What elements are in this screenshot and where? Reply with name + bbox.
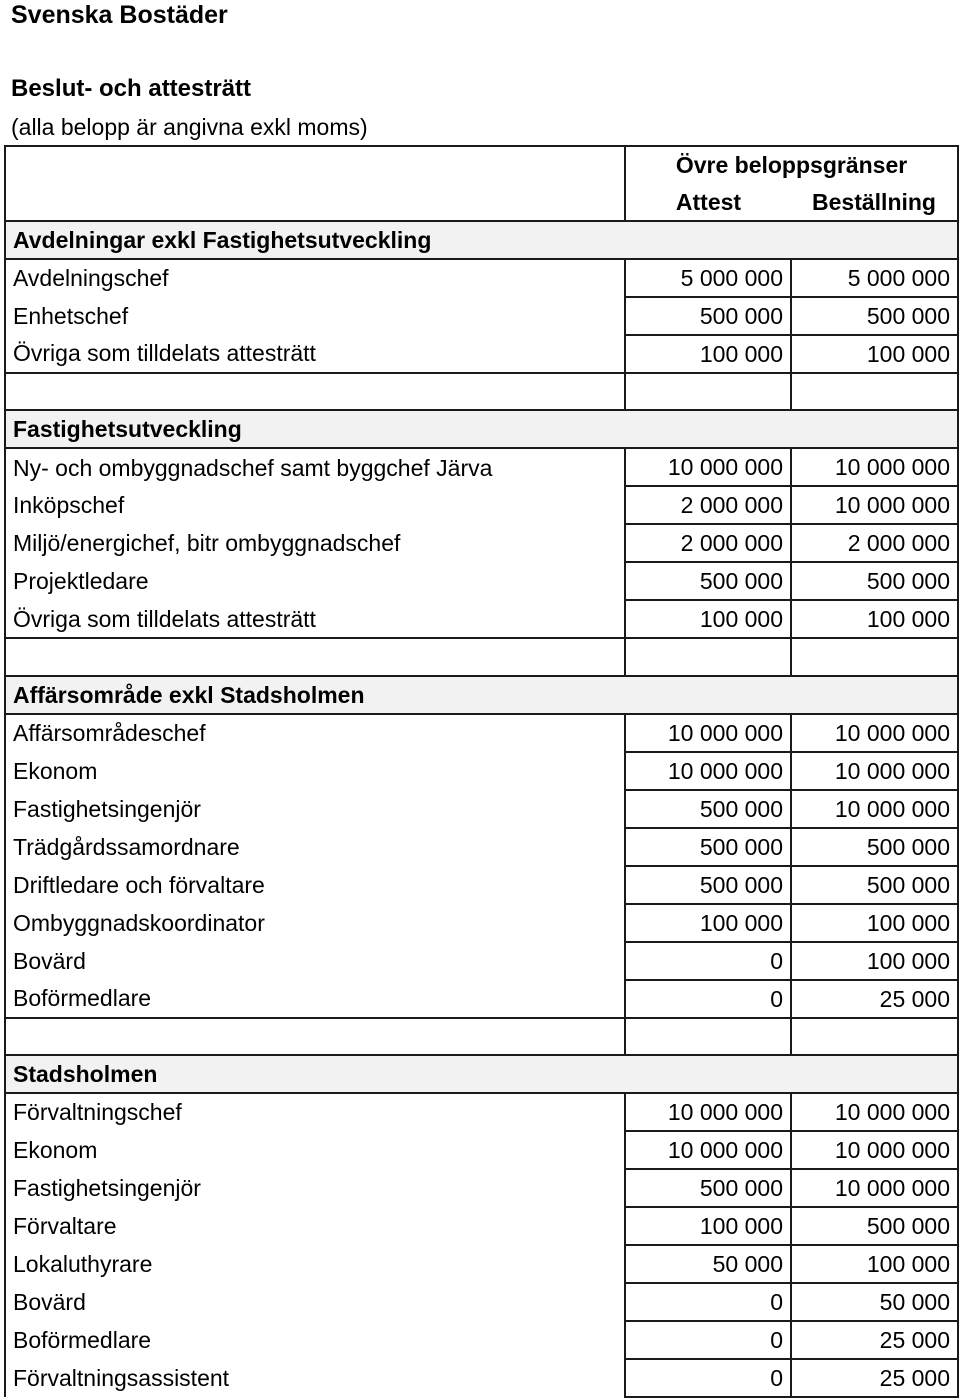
role-cell: Ny- och ombyggnadschef samt byggchef Järva	[5, 448, 625, 486]
role-cell: Avdelningschef	[5, 259, 625, 297]
bestallning-amount-cell: 500 000	[791, 866, 958, 904]
bestallning-amount-cell: 500 000	[791, 297, 958, 335]
role-cell: Lokaluthyrare	[5, 1245, 625, 1283]
spacer-row	[5, 638, 958, 675]
attest-amount-cell: 10 000 000	[625, 1131, 791, 1169]
table-row	[5, 790, 958, 828]
attest-amount-cell: 50 000	[625, 1245, 791, 1283]
attest-amount-cell: 0	[625, 980, 791, 1018]
bestallning-amount-cell: 25 000	[791, 1359, 958, 1397]
bestallning-amount-cell: 25 000	[791, 1321, 958, 1359]
bestallning-amount-cell: 10 000 000	[791, 1131, 958, 1169]
attest-amount-cell: 10 000 000	[625, 448, 791, 486]
table-row	[5, 866, 958, 904]
attest-amount-cell: 500 000	[625, 1169, 791, 1207]
attest-amount-cell: 100 000	[625, 904, 791, 942]
bestallning-amount-cell: 500 000	[791, 562, 958, 600]
table-row	[5, 448, 958, 486]
table-row	[5, 828, 958, 866]
table-row	[5, 1169, 958, 1207]
attest-amount-cell: 10 000 000	[625, 1093, 791, 1131]
role-cell: Ekonom	[5, 1131, 625, 1169]
bestallning-amount-cell: 100 000	[791, 904, 958, 942]
company-name: Svenska Bostäder	[11, 1, 228, 29]
bestallning-amount-cell: 5 000 000	[791, 259, 958, 297]
table-row	[5, 486, 958, 524]
role-cell: Projektledare	[5, 562, 625, 600]
empty-cell	[625, 1018, 791, 1055]
bestallning-amount-cell: 10 000 000	[791, 752, 958, 790]
bestallning-amount-cell: 2 000 000	[791, 524, 958, 562]
spacer-row	[5, 1018, 958, 1055]
section-title: Stadsholmen	[5, 1055, 958, 1093]
role-cell: Bovärd	[5, 1283, 625, 1321]
role-cell: Boförmedlare	[5, 1321, 625, 1359]
bestallning-amount-cell: 50 000	[791, 1283, 958, 1321]
table-row	[5, 942, 958, 980]
empty-cell	[5, 1018, 625, 1055]
attest-amount-cell: 100 000	[625, 335, 791, 373]
header-col-attest: Attest	[625, 183, 791, 220]
attest-amount-cell: 2 000 000	[625, 486, 791, 524]
role-cell: Affärsområdeschef	[5, 714, 625, 752]
role-cell: Fastighetsingenjör	[5, 1169, 625, 1207]
empty-cell	[791, 638, 958, 675]
table-row	[5, 335, 958, 373]
role-cell: Förvaltningschef	[5, 1093, 625, 1131]
bestallning-amount-cell: 25 000	[791, 980, 958, 1018]
attest-amount-cell: 500 000	[625, 297, 791, 335]
table-row	[5, 714, 958, 752]
table-row	[5, 980, 958, 1018]
table-row	[5, 1321, 958, 1359]
document-title: Beslut- och attesträtt	[11, 75, 252, 102]
authority-table-body	[5, 146, 958, 1397]
attest-amount-cell: 10 000 000	[625, 714, 791, 752]
role-cell: Ekonom	[5, 752, 625, 790]
role-cell: Övriga som tilldelats attesträtt	[5, 600, 625, 638]
section-header-row	[5, 410, 958, 448]
bestallning-amount-cell: 100 000	[791, 600, 958, 638]
table-row	[5, 752, 958, 790]
bestallning-amount-cell: 100 000	[791, 335, 958, 373]
empty-cell	[625, 373, 791, 410]
bestallning-amount-cell: 100 000	[791, 1245, 958, 1283]
attest-amount-cell: 0	[625, 1283, 791, 1321]
bestallning-amount-cell: 10 000 000	[791, 714, 958, 752]
header-empty-cell	[5, 146, 625, 183]
table-row	[5, 1131, 958, 1169]
attest-amount-cell: 100 000	[625, 600, 791, 638]
bestallning-amount-cell: 500 000	[791, 828, 958, 866]
role-cell: Driftledare och förvaltare	[5, 866, 625, 904]
authority-table	[4, 145, 959, 1398]
bestallning-amount-cell: 10 000 000	[791, 1093, 958, 1131]
attest-amount-cell: 0	[625, 1359, 791, 1397]
empty-cell	[791, 1018, 958, 1055]
header-row-group	[5, 146, 958, 183]
bestallning-amount-cell: 500 000	[791, 1207, 958, 1245]
attest-amount-cell: 5 000 000	[625, 259, 791, 297]
table-row	[5, 562, 958, 600]
attest-amount-cell: 500 000	[625, 790, 791, 828]
section-header-row	[5, 676, 958, 714]
table-row	[5, 904, 958, 942]
bestallning-amount-cell: 10 000 000	[791, 486, 958, 524]
role-cell: Övriga som tilldelats attesträtt	[5, 335, 625, 373]
section-header-row	[5, 221, 958, 259]
header-row-columns	[5, 183, 958, 220]
section-title: Avdelningar exkl Fastighetsutveckling	[5, 221, 958, 259]
bestallning-amount-cell: 100 000	[791, 942, 958, 980]
spacer-row	[5, 373, 958, 410]
document-subtitle: (alla belopp är angivna exkl moms)	[11, 114, 368, 140]
role-cell: Förvaltare	[5, 1207, 625, 1245]
empty-cell	[5, 373, 625, 410]
role-cell: Inköpschef	[5, 486, 625, 524]
role-cell: Boförmedlare	[5, 980, 625, 1018]
section-title: Affärsområde exkl Stadsholmen	[5, 676, 958, 714]
table-row	[5, 1283, 958, 1321]
attest-amount-cell: 2 000 000	[625, 524, 791, 562]
bestallning-amount-cell: 10 000 000	[791, 790, 958, 828]
role-cell: Ombyggnadskoordinator	[5, 904, 625, 942]
table-row	[5, 1207, 958, 1245]
role-cell: Förvaltningsassistent	[5, 1359, 625, 1397]
attest-amount-cell: 0	[625, 1321, 791, 1359]
section-title: Fastighetsutveckling	[5, 410, 958, 448]
section-header-row	[5, 1055, 958, 1093]
table-row	[5, 1245, 958, 1283]
attest-amount-cell: 500 000	[625, 562, 791, 600]
attest-amount-cell: 100 000	[625, 1207, 791, 1245]
empty-cell	[625, 638, 791, 675]
attest-amount-cell: 0	[625, 942, 791, 980]
table-row	[5, 297, 958, 335]
role-cell: Miljö/energichef, bitr ombyggnadschef	[5, 524, 625, 562]
role-cell: Enhetschef	[5, 297, 625, 335]
bestallning-amount-cell: 10 000 000	[791, 448, 958, 486]
header-group-label: Övre beloppsgränser	[625, 146, 958, 183]
table-row	[5, 259, 958, 297]
header-col-bestallning: Beställning	[791, 183, 958, 220]
role-cell: Trädgårdssamordnare	[5, 828, 625, 866]
header-empty-cell	[5, 183, 625, 220]
attest-amount-cell: 500 000	[625, 866, 791, 904]
table-row	[5, 1093, 958, 1131]
role-cell: Bovärd	[5, 942, 625, 980]
empty-cell	[5, 638, 625, 675]
table-row	[5, 524, 958, 562]
attest-amount-cell: 500 000	[625, 828, 791, 866]
role-cell: Fastighetsingenjör	[5, 790, 625, 828]
attest-amount-cell: 10 000 000	[625, 752, 791, 790]
empty-cell	[791, 373, 958, 410]
table-row	[5, 600, 958, 638]
bestallning-amount-cell: 10 000 000	[791, 1169, 958, 1207]
